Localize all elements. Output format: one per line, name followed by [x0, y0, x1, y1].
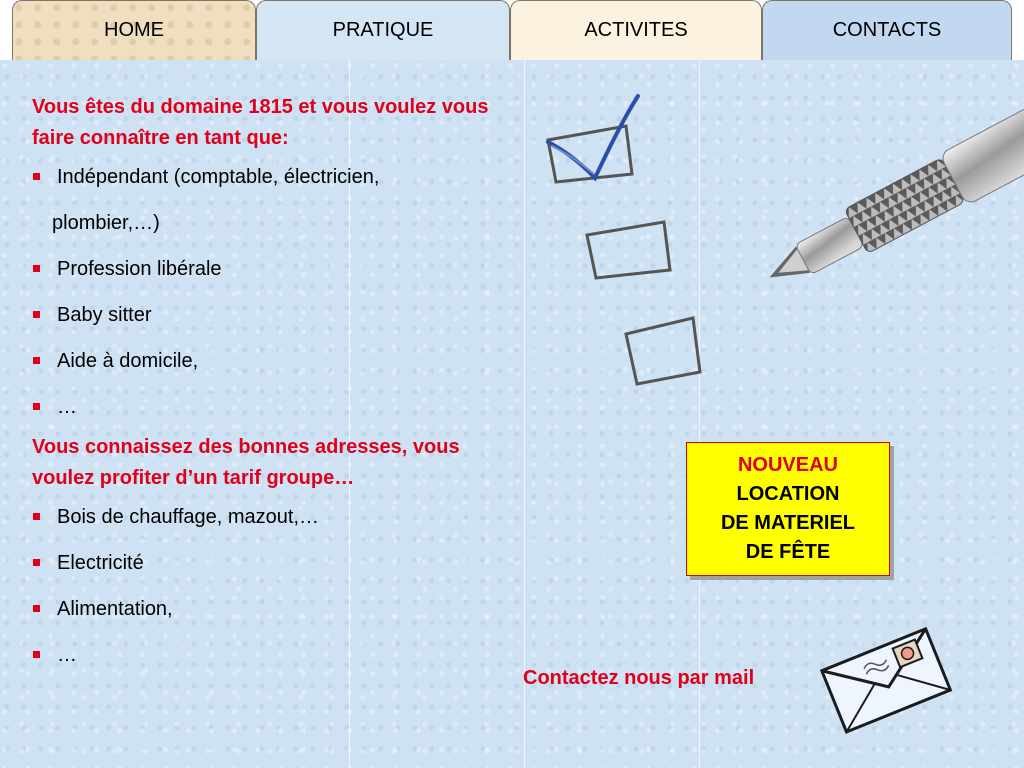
bullet-icon [33, 605, 40, 612]
bullet-icon [33, 357, 40, 364]
tab-pratique[interactable] [256, 0, 510, 60]
tab-contacts-label: CONTACTS [832, 19, 942, 41]
news-line: LOCATION [736, 483, 840, 505]
tab-contacts[interactable] [762, 0, 1012, 60]
bullet-icon [33, 173, 40, 180]
tab-home[interactable] [12, 0, 256, 60]
bullet-icon [33, 513, 40, 520]
list-item: Bois de chauffage, mazout,… [32, 494, 522, 540]
contact-mail-link[interactable]: Contactez nous par mail [523, 667, 755, 689]
bullet-icon [33, 311, 40, 318]
envelope-icon[interactable] [822, 625, 952, 735]
list-item: … [32, 632, 522, 678]
checkbox-checked-icon [540, 90, 720, 390]
list-item: Baby sitter [32, 292, 522, 338]
tab-pratique-label: PRATIQUE [332, 19, 434, 41]
services-list [32, 154, 522, 430]
column-divider [524, 60, 525, 768]
news-line: DE MATERIEL [720, 512, 856, 534]
list-item: … [32, 384, 522, 430]
list-item: Indépendant (comptable, électricien, [32, 154, 522, 200]
heading-adresses: Vous connaissez des bonnes adresses, vous voulez profiter d’un tarif groupe… [32, 436, 460, 489]
news-box[interactable] [686, 442, 890, 576]
bullet-icon [33, 651, 40, 658]
list-item: Profession libérale [32, 246, 522, 292]
main-content [32, 92, 522, 678]
pen-icon [722, 60, 1024, 250]
tab-activites-label: ACTIVITES [584, 19, 688, 41]
bullet-icon [33, 265, 40, 272]
list-item: Electricité [32, 540, 522, 586]
list-item: Aide à domicile, [32, 338, 522, 384]
list-item: Alimentation, [32, 586, 522, 632]
offers-list [32, 494, 522, 678]
list-item-continuation: plombier,…) [52, 212, 160, 234]
heading-independants: Vous êtes du domaine 1815 et vous voulez vous faire connaître en tant que: [32, 96, 489, 149]
tab-activites[interactable] [510, 0, 762, 60]
news-title: NOUVEAU [737, 454, 838, 476]
bullet-icon [33, 403, 40, 410]
bullet-icon [33, 559, 40, 566]
tab-home-label: HOME [104, 19, 164, 41]
news-line: DE FÊTE [745, 541, 831, 563]
